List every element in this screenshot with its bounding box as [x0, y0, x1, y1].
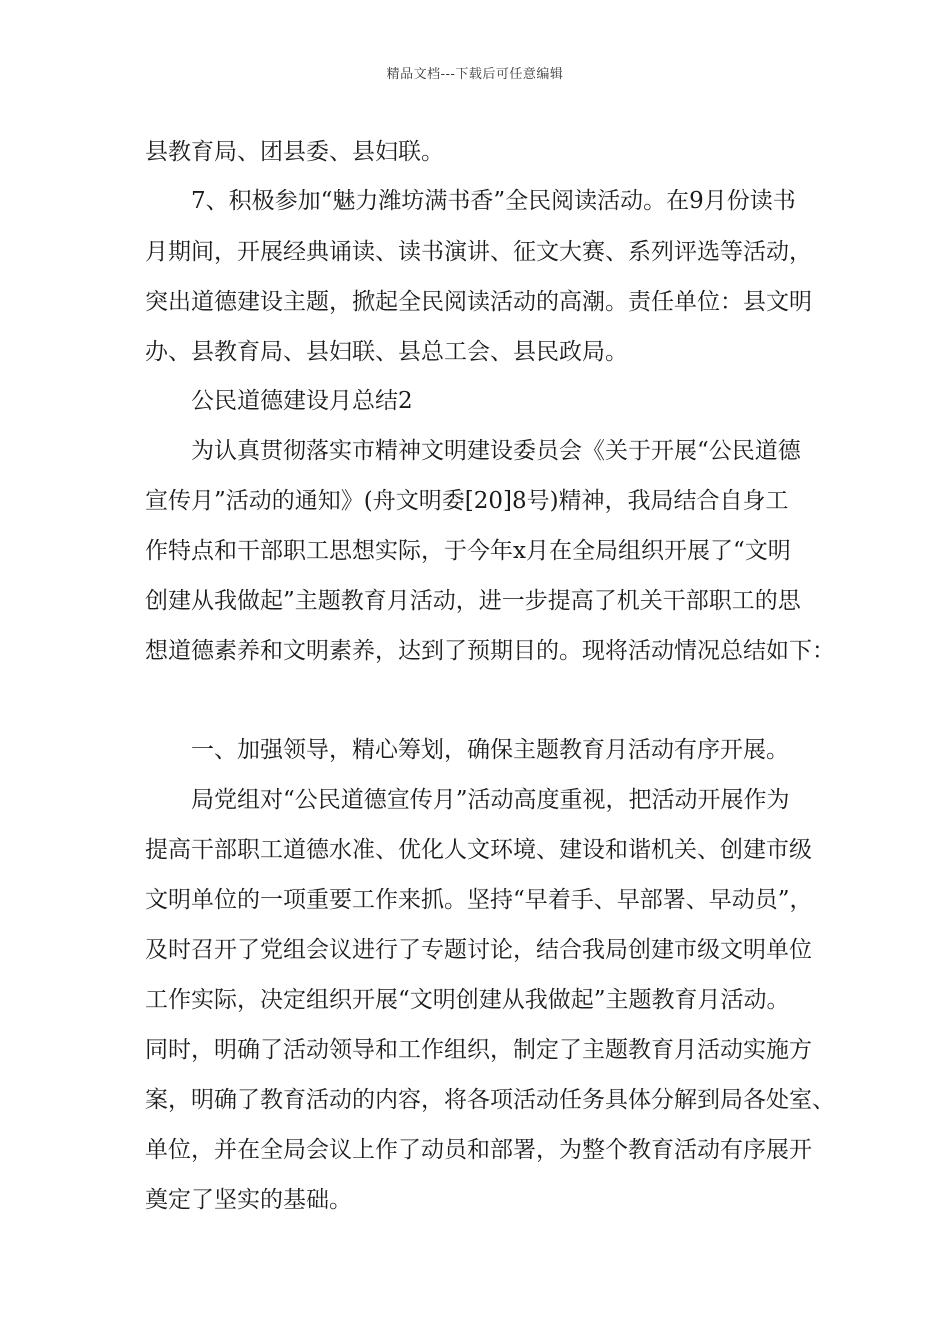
text-line: 突出道德建设主题，掀起全民阅读活动的高潮。责任单位：县文明 — [145, 289, 812, 315]
text-line: 同时，明确了活动领导和工作组织，制定了主题教育月活动实施方 — [145, 1037, 812, 1063]
text-line: 月期间，开展经典诵读、读书演讲、征文大赛、系列评选等活动， — [145, 239, 812, 265]
text-line: 县教育局、团县委、县妇联。 — [145, 139, 444, 165]
text-line: 7、积极参加“魅力潍坊满书香”全民阅读活动。在9月份读书 — [191, 188, 796, 214]
text-line: 局党组对“公民道德宣传月”活动高度重视，把活动开展作为 — [191, 787, 790, 813]
text-line: 案，明确了教育活动的内容，将各项活动任务具体分解到局各处室、 — [145, 1087, 835, 1113]
text-line: 工作实际，决定组织开展“文明创建从我做起”主题教育月活动。 — [145, 987, 790, 1013]
text-line: 想道德素养和文明素养，达到了预期目的。现将活动情况总结如下： — [145, 638, 835, 664]
text-line: 文明单位的一项重要工作来抓。坚持“早着手、早部署、早动员”， — [145, 887, 813, 913]
text-line: 单位，并在全局会议上作了动员和部署，为整个教育活动有序展开 — [145, 1137, 812, 1163]
text-line: 及时召开了党组会议进行了专题讨论，结合我局创建市级文明单位 — [145, 937, 812, 963]
text-line: 提高干部职工道德水准、优化人文环境、建设和谐机关、创建市级 — [145, 837, 812, 863]
section-title: 公民道德建设月总结2 — [191, 388, 413, 414]
section-heading: 一、加强领导，精心筹划，确保主题教育月活动有序开展。 — [191, 737, 789, 763]
text-line: 宣传月”活动的通知》(舟文明委[20]8号)精神，我局结合自身工 — [145, 488, 789, 514]
page-header-note: 精品文档---下载后可任意编辑 — [386, 67, 564, 82]
text-line: 作特点和干部职工思想实际，于今年x月在全局组织开展了“文明 — [145, 538, 791, 564]
text-line: 奠定了坚实的基础。 — [145, 1187, 352, 1213]
text-line: 创建从我做起”主题教育月活动，进一步提高了机关干部职工的思 — [145, 588, 801, 614]
text-line: 为认真贯彻落实市精神文明建设委员会《关于开展“公民道德 — [191, 438, 801, 464]
text-line: 办、县教育局、县妇联、县总工会、县民政局。 — [145, 339, 628, 365]
